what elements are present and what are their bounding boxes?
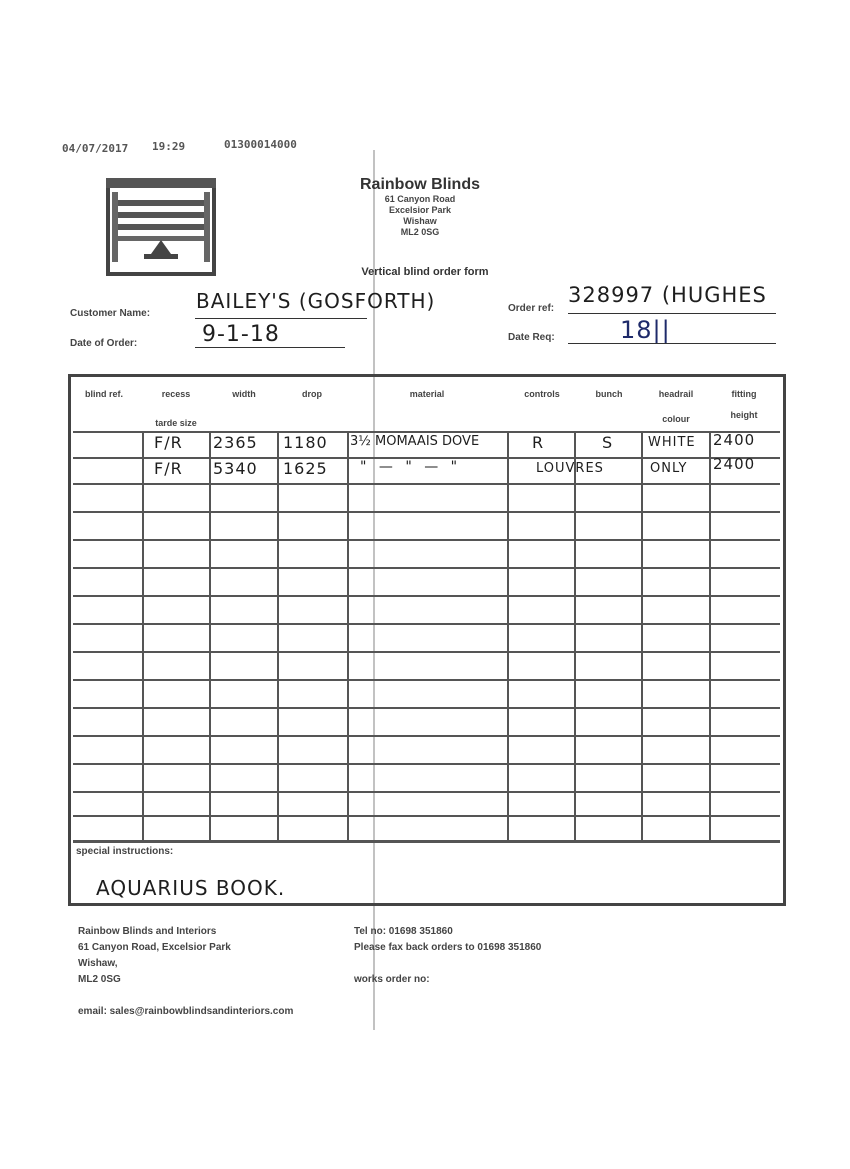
row1-drop: 1180 [283,433,328,452]
fax-number: 01300014000 [224,138,297,151]
subheader-recess: tarde size [155,418,197,428]
customer-name-value: BAILEY'S (GOSFORTH) [196,289,436,313]
order-ref-line [568,313,776,314]
footer-address-line: 61 Canyon Road, Excelsior Park [78,942,231,953]
date-of-order-value: 9-1-18 [202,322,280,347]
column-divider [347,431,349,841]
subheader-fitting: height [730,410,758,420]
footer-company-name: Rainbow Blinds and Interiors [78,926,217,937]
footer-email: email: sales@rainbowblindsandinteriors.com [78,1006,294,1017]
row2-controls: LOUVRES [536,461,604,476]
row1-bunch: S [602,433,614,452]
row1-recess: F/R [154,433,183,452]
company-address-line: Excelsior Park [388,205,452,215]
company-address-line: ML2 0SG [400,227,440,237]
company-logo-icon [106,178,216,276]
row2-recess: F/R [154,459,183,478]
order-ref-value: 328997 (HUGHES [568,283,767,307]
order-ref-label: Order ref: [508,303,555,314]
company-name: Rainbow Blinds [360,176,480,193]
special-instructions-value: AQUARIUS BOOK. [96,876,286,900]
row-divider [73,511,780,513]
footer-company [78,924,231,988]
fax-date: 04/07/2017 [62,142,129,155]
header-blind-ref: blind ref. [85,389,123,399]
row-divider [73,623,780,625]
customer-name-line [195,318,367,319]
row-divider [73,815,780,817]
row-divider [73,595,780,597]
footer-tel: Tel no: 01698 351860 [354,926,453,937]
row-divider [73,735,780,737]
customer-name-label: Customer Name: [70,308,151,319]
footer-fax: Please fax back orders to 01698 351860 [354,942,542,953]
date-req-label: Date Req: [508,332,555,343]
header-width: width [232,389,256,399]
row-divider [73,707,780,709]
date-of-order-label: Date of Order: [70,338,138,349]
row2-drop: 1625 [283,459,328,478]
row1-headrail: WHITE [648,435,696,450]
row1-controls: R [532,433,545,452]
header-controls: controls [524,389,560,399]
column-divider [277,431,279,841]
row-divider [73,651,780,653]
row2-fitting: 2400 [713,455,756,473]
subheader-headrail: colour [662,414,690,424]
column-divider [574,431,576,841]
row-divider [73,679,780,681]
company-block [300,176,540,238]
column-divider [507,431,509,841]
row1-material: 3½ MOMAAIS DOVE [350,434,480,449]
column-divider [209,431,211,841]
row2-width: 5340 [213,459,258,478]
date-of-order-line [195,347,345,348]
company-address-line: 61 Canyon Road [384,194,456,204]
header-recess: recess [161,389,191,399]
date-req-value: 18|| [620,316,671,344]
order-table [68,374,786,906]
row2-material: " — " — " [360,459,462,475]
header-bunch: bunch [595,389,623,399]
header-headrail: headrail [658,389,694,399]
date-req-line [568,343,776,344]
column-divider [641,431,643,841]
column-divider [709,431,711,841]
row-divider [73,791,780,793]
row-divider [73,840,780,843]
row-divider [73,763,780,765]
header-fitting: fitting [731,389,757,399]
special-instructions-label: special instructions: [76,846,174,857]
header-drop: drop [302,389,322,399]
row1-fitting: 2400 [713,431,756,449]
row-divider [73,567,780,569]
footer-address-line: Wishaw, [78,958,118,969]
row-divider [73,539,780,541]
row-divider [73,483,780,485]
footer-address-line: ML2 0SG [78,974,121,985]
column-divider [142,431,144,841]
row2-headrail: ONLY [650,461,688,476]
row1-width: 2365 [213,433,258,452]
footer-works-order: works order no: [354,974,430,985]
fax-time: 19:29 [152,140,186,153]
header-material: material [409,389,445,399]
form-title: Vertical blind order form [361,266,489,278]
company-address-line: Wishaw [403,216,437,226]
